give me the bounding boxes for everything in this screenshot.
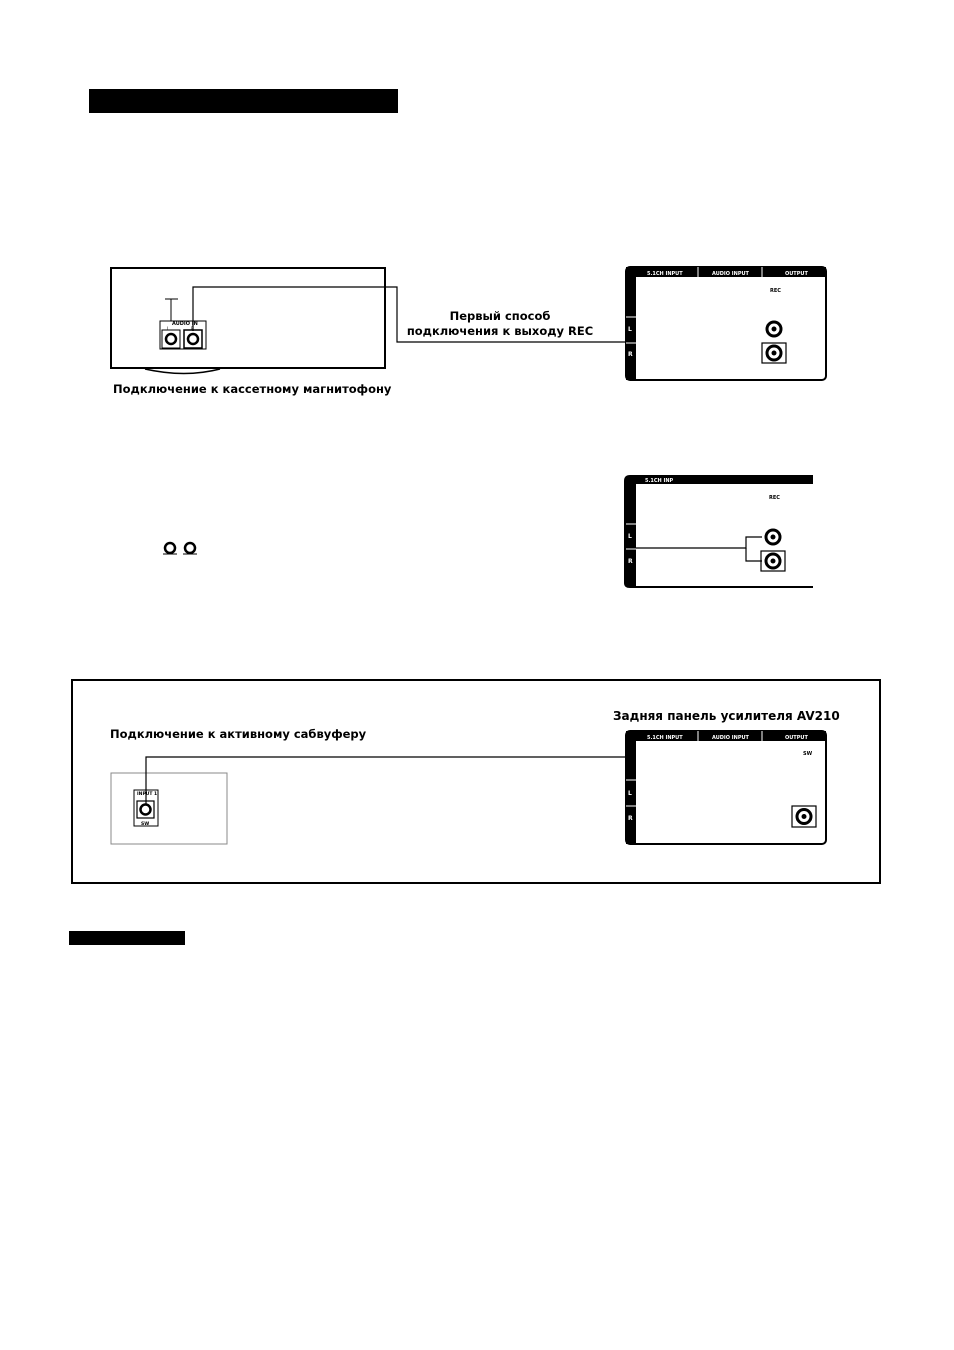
svg-text:SW: SW: [141, 822, 150, 827]
cassette-deck-foot: [145, 369, 220, 374]
svg-text:L: L: [628, 790, 632, 797]
small-jack-icon-r: [185, 543, 195, 553]
small-jack-icon-l: [165, 543, 175, 553]
svg-text:R: R: [191, 326, 194, 331]
svg-text:L: L: [167, 326, 170, 331]
section-heading-bar-2: [69, 931, 185, 945]
svg-text:OUTPUT: OUTPUT: [785, 271, 808, 277]
cassette-jack-group-label: AUDIO IN: [172, 321, 198, 327]
cassette-caption: Подключение к кассетному магнитофону: [113, 382, 392, 396]
subwoofer-input-label: INPUT 1: [137, 792, 158, 797]
svg-text:5.1CH INPUT: 5.1CH INPUT: [647, 271, 683, 277]
subwoofer-caption: Подключение к активному сабвуферу: [110, 727, 367, 741]
svg-text:AUDIO INPUT: AUDIO INPUT: [712, 271, 749, 277]
svg-text:R: R: [628, 558, 633, 565]
amp-rear-caption: Задняя панель усилителя AV210: [613, 709, 840, 723]
svg-text:OUTPUT: OUTPUT: [785, 735, 808, 741]
svg-text:5.1CH INP: 5.1CH INP: [645, 478, 674, 484]
amp-sw-label: SW: [803, 751, 813, 757]
cassette-jack-l: [166, 334, 176, 344]
svg-text:L: L: [628, 533, 632, 540]
svg-text:5.1CH INPUT: 5.1CH INPUT: [647, 735, 683, 741]
svg-text:L: L: [628, 326, 632, 333]
svg-text:REC: REC: [770, 288, 781, 294]
subwoofer-connection-diagram: [0, 640, 954, 900]
svg-text:R: R: [628, 815, 633, 822]
subwoofer-body: [111, 773, 227, 844]
cassette-deck-body: [111, 268, 385, 368]
cassette-jack-r: [188, 334, 198, 344]
svg-text:R: R: [628, 351, 633, 358]
method1-label: Первый способ подключения к выходу REC: [406, 309, 594, 338]
svg-text:AUDIO INPUT: AUDIO INPUT: [712, 735, 749, 741]
amp-panel-rec: [626, 267, 826, 380]
subwoofer-input-jack: [141, 805, 151, 815]
svg-text:REC: REC: [769, 495, 780, 501]
